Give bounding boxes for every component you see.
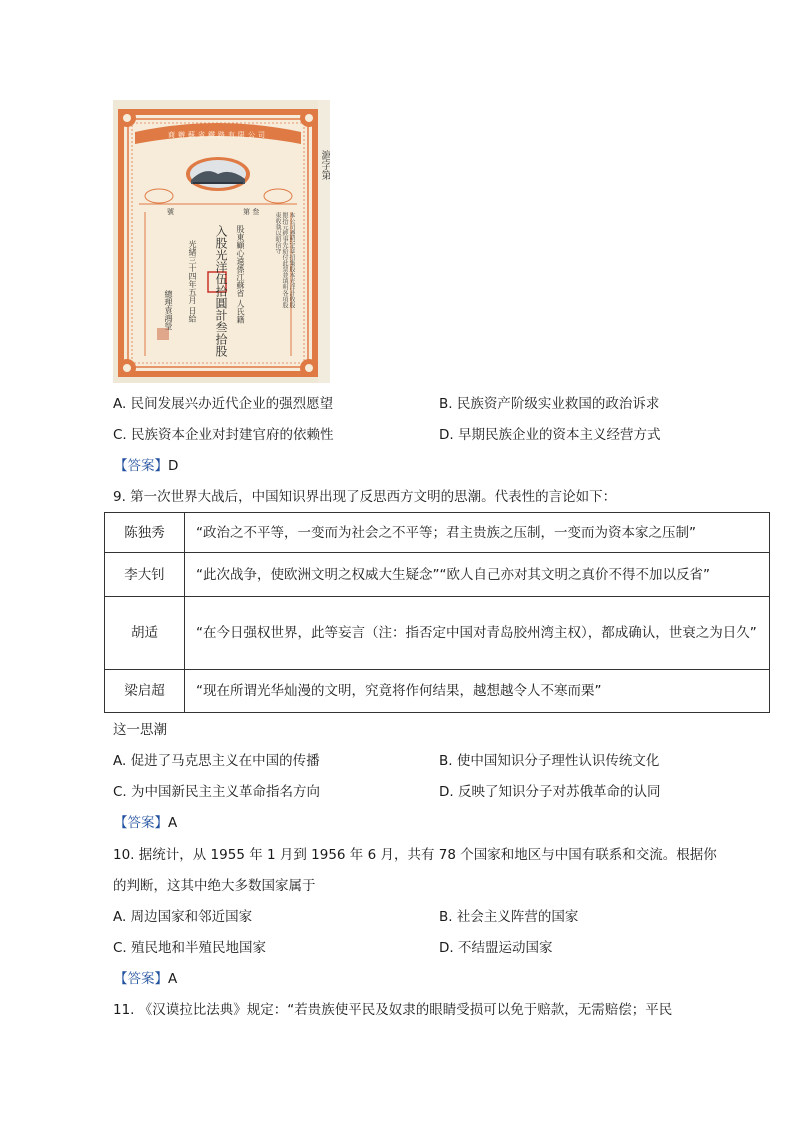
- answer-value: A: [168, 971, 178, 987]
- q9-option-a: A. 促进了马克思主义在中国的传播: [113, 753, 320, 769]
- q8-option-d: D. 早期民族企业的资本主义经营方式: [439, 427, 661, 443]
- q10-option-c: C. 殖民地和半殖民地国家: [113, 940, 267, 956]
- q8-option-b: B. 民族资产阶级实业救国的政治诉求: [439, 396, 660, 412]
- table-row: [105, 670, 770, 713]
- certificate-date: 光緒三十四年五月 日給: [188, 240, 197, 323]
- q8-option-c: C. 民族资本企业对封建官府的依赖性: [113, 427, 334, 443]
- speaker-quote: “此次战争，使欧洲文明之权威大生疑念”“欧人自己亦对其文明之真价不得不加以反省”: [185, 553, 770, 597]
- table-row: [105, 597, 770, 670]
- certificate-number-label: 號: [167, 208, 174, 216]
- q10-stem-line1: 10. 据统计，从 1955 年 1 月到 1956 年 6 月，共有 78 个国家和地区与中国有联系和交流。根据你: [113, 847, 717, 863]
- speaker-quote: “现在所谓光华灿漫的文明，究竟将作何结果，越想越令人不寒而栗”: [185, 670, 770, 713]
- certificate-share-amount: 入股光洋伍拾圓計叁拾股: [214, 225, 228, 357]
- certificate-shareholder: 股東顧心遠係江蘇省 人氏籍: [236, 225, 245, 324]
- certificate-fine-print: 本公司遵照定章招集股本光洋計收股銀拾元經事先給付此票並填明各項股東收執以昭信守: [274, 212, 295, 308]
- answer-value: D: [168, 458, 179, 474]
- q11-stem: 11. 《汉谟拉比法典》规定：“若贵族使平民及奴隶的眼睛受损可以免于赔款，无需赔偿；平民: [113, 1002, 673, 1018]
- speaker-name: 胡适: [105, 597, 185, 670]
- speaker-name: 陈独秀: [105, 513, 185, 553]
- answer-tag: 【答案】: [114, 971, 168, 987]
- certificate-number-prefix: 第 叁: [243, 208, 260, 216]
- certificate-signature: 總理袁鴻瑩: [164, 290, 173, 330]
- certificate-header: 商辦蘇省鐵路有限公司: [168, 131, 268, 139]
- q10-option-d: D. 不结盟运动国家: [439, 940, 553, 956]
- q9-tail: 这一思潮: [113, 722, 167, 738]
- speaker-name: 李大钊: [105, 553, 185, 597]
- q8-option-a: A. 民间发展兴办近代企业的强烈愿望: [113, 396, 334, 412]
- answer-tag: 【答案】: [114, 815, 168, 831]
- speaker-name: 梁启超: [105, 670, 185, 713]
- q10-stem-line2: 的判断，这其中绝大多数国家属于: [113, 878, 316, 894]
- q9-option-c: C. 为中国新民主主义革命指名方向: [113, 784, 321, 800]
- answer-value: A: [168, 815, 178, 831]
- answer-tag: 【答案】: [114, 458, 168, 474]
- q8-answer: [114, 457, 178, 475]
- table-row: [105, 513, 770, 553]
- speaker-quote: “在今日强权世界，此等妄言（注：指否定中国对青岛胶州湾主权），都成确认，世衰之为日久”: [185, 597, 770, 670]
- q9-option-d: D. 反映了知识分子对苏俄革命的认同: [439, 784, 661, 800]
- share-certificate-image: [113, 100, 330, 383]
- q10-option-a: A. 周边国家和邻近国家: [113, 909, 253, 925]
- speaker-quote: “政治之不平等，一变而为社会之不平等；君主贵族之压制，一变而为资本家之压制”: [185, 513, 770, 553]
- q9-stem: 9. 第一次世界大战后，中国知识界出现了反思西方文明的思潮。代表性的言论如下：: [113, 489, 617, 505]
- q10-option-b: B. 社会主义阵营的国家: [439, 909, 579, 925]
- q9-quotes-table: [104, 512, 770, 713]
- q10-answer: [114, 970, 177, 988]
- q9-answer: [114, 814, 177, 832]
- adjacent-document-text: 滬字第: [319, 150, 330, 180]
- q9-option-b: B. 使中国知识分子理性认识传统文化: [439, 753, 660, 769]
- table-row: [105, 553, 770, 597]
